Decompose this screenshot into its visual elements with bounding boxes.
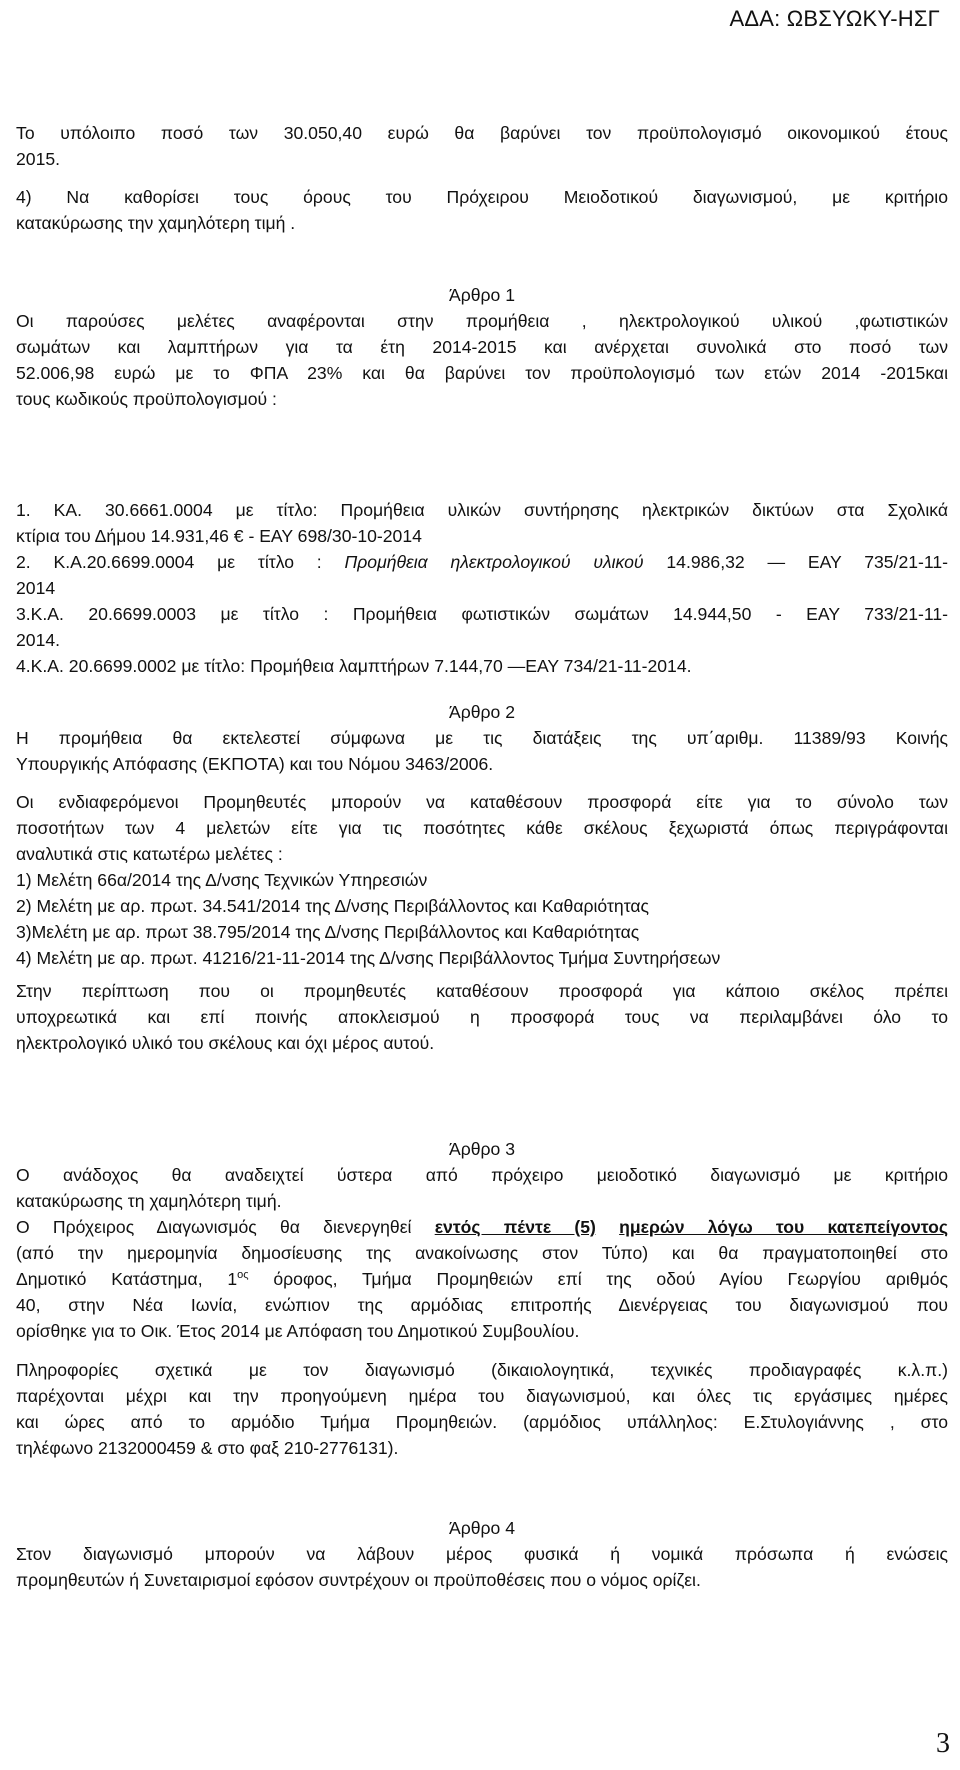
text-line: ηλεκτρολογικό υλικό του σκέλους και όχι μέρος αυτού. bbox=[16, 1033, 435, 1053]
text-line: Ο ανάδοχος θα αναδειχτεί ύστερα από πρόχειρο μειοδοτικό διαγωνισμό με κριτήριο bbox=[16, 1165, 948, 1185]
text-line: τηλέφωνο 2132000459 & στο φαξ 210-2776131). bbox=[16, 1438, 399, 1458]
budget-code-4: 4.Κ.Α. 20.6699.0002 με τίτλο: Προμήθεια λαμπτήρων 7.144,70 —ΕΑΥ 734/21-11-2014. bbox=[16, 656, 692, 676]
text-line: σωμάτων και λαμπτήρων για τα έτη 2014-2015 και ανέρχεται συνολικά στο ποσό των bbox=[16, 337, 948, 357]
text-line: 4) Να καθορίσει τους όρους του Πρόχειρου Μειοδοτικού διαγωνισμού, με κριτήριο bbox=[16, 187, 948, 207]
text-line: (από την ημερομηνία δημοσίευσης της ανακοίνωσης στον Τύπο) και θα πραγματοποιηθεί στο bbox=[16, 1243, 948, 1263]
text-line: 52.006,98 ευρώ με το ΦΠΑ 23% και θα βαρύνει τον προϋπολογισμό των ετών 2014 -2015και bbox=[16, 363, 948, 383]
urgency-emphasis: ημερών λόγω του κατεπείγοντος bbox=[619, 1217, 949, 1237]
text-line: ορίσθηκε για το Οικ. Έτος 2014 με Απόφαση του Δημοτικού Συμβουλίου. bbox=[16, 1321, 580, 1341]
text-line: Ο Πρόχειρος Διαγωνισμός θα διενεργηθεί εντός πέντε (5) ημερών λόγω του κατεπείγοντος bbox=[16, 1217, 949, 1237]
article-2-title: Άρθρο 2 bbox=[448, 702, 515, 722]
text-line: Στον διαγωνισμό μπορούν να λάβουν μέρος φυσικά ή νομικά πρόσωπα ή ενώσεις bbox=[16, 1544, 948, 1564]
article-1-title: Άρθρο 1 bbox=[448, 285, 515, 305]
intro-paragraph-1 bbox=[16, 120, 948, 172]
text-line: Οι ενδιαφερόμενοι Προμηθευτές μπορούν να καταθέσουν προσφορά είτε για το σύνολο των bbox=[16, 792, 948, 812]
text-line: Οι παρούσες μελέτες αναφέρονται στην προμήθεια , ηλεκτρολογικού υλικού ,φωτιστικών bbox=[16, 311, 948, 331]
text-line: κατακύρωσης τη χαμηλότερη τιμή. bbox=[16, 1191, 282, 1211]
text-line: 2015. bbox=[16, 149, 61, 169]
text-line: προμηθευτών ή Συνεταιρισμοί εφόσον συντρέχουν οι προϋποθέσεις που ο νόμος ορίζει. bbox=[16, 1570, 701, 1590]
article-1-body bbox=[16, 308, 948, 412]
article-2-paragraph-3 bbox=[16, 978, 948, 1056]
article-2-paragraph-1 bbox=[16, 725, 948, 777]
budget-code-1: 1. ΚΑ. 30.6661.0004 με τίτλο: Προμήθεια υλικών συντήρησης ηλεκτρικών δικτύων στα Σχολικά bbox=[16, 500, 948, 520]
study-item-2: 2) Μελέτη με αρ. πρωτ. 34.541/2014 της Δ/νσης Περιβάλλοντος και Καθαριότητας bbox=[16, 896, 650, 916]
budget-code-3-cont: 2014. bbox=[16, 630, 61, 650]
study-item-4: 4) Μελέτη με αρ. πρωτ. 41216/21-11-2014 της Δ/νσης Περιβάλλοντος Τμήμα Συντηρήσεων bbox=[16, 948, 721, 968]
text-line: ποσοτήτων των 4 μελετών είτε για τις ποσότητες κάθε σκέλους ξεχωριστά όπως περιγράφονται bbox=[16, 818, 948, 838]
text-line: Πληροφορίες σχετικά με τον διαγωνισμό (δικαιολογητικά, τεχνικές προδιαγραφές κ.λ.π.) bbox=[16, 1360, 948, 1380]
article-4-body bbox=[16, 1541, 948, 1593]
text-line: 40, στην Νέα Ιωνία, ενώπιον της αρμόδιας επιτροπής Διενέργειας του διαγωνισμού που bbox=[16, 1295, 948, 1315]
article-3-paragraph-1 bbox=[16, 1162, 948, 1344]
text-line: Δημοτικό Κατάστημα, $1^{o\varsigma}$ όροφος, Τμήμα Προμηθειών επί της οδού Αγίου Γεωργίου αριθμός bbox=[16, 1269, 948, 1289]
budget-codes-list bbox=[16, 497, 948, 679]
text-line: αναλυτικά στις κατωτέρω μελέτες : bbox=[16, 844, 283, 864]
article-4-title: Άρθρο 4 bbox=[448, 1518, 515, 1538]
text-line: κατακύρωσης την χαμηλότερη τιμή . bbox=[16, 213, 296, 233]
text-line: Στην περίπτωση που οι προμηθευτές καταθέσουν προσφορά για κάποιο σκέλος πρέπει bbox=[16, 981, 948, 1001]
text-line: Το υπόλοιπο ποσό των 30.050,40 ευρώ θα βαρύνει τον προϋπολογισμό οικονομικού έτους bbox=[16, 123, 948, 143]
budget-code-3: 3.Κ.Α. 20.6699.0003 με τίτλο : Προμήθεια φωτιστικών σωμάτων 14.944,50 - ΕΑΥ 733/21-11- bbox=[16, 604, 948, 624]
article-3-paragraph-2 bbox=[16, 1357, 948, 1461]
text-line: Υπουργικής Απόφασης (ΕΚΠΟΤΑ) και του Νόμου 3463/2006. bbox=[16, 754, 494, 774]
article-3-title: Άρθρο 3 bbox=[448, 1139, 515, 1159]
page-number: 3 bbox=[936, 1728, 950, 1759]
text-line: παρέχονται μέχρι και την προηγούμενη ημέρα του διαγωνισμού, και όλες τις εργάσιμες ημέρες bbox=[16, 1386, 948, 1406]
text-line: τους κωδικούς προϋπολογισμού : bbox=[16, 389, 277, 409]
ada-header: ΑΔΑ: ΩΒΣΥΩΚΥ-ΗΣΓ bbox=[729, 6, 940, 31]
intro-paragraph-2 bbox=[16, 184, 948, 236]
text-line: και ώρες από το αρμόδιο Τμήμα Προμηθειών. (αρμόδιος υπάλληλος: Ε.Στυλογιάννης , στο bbox=[16, 1412, 948, 1432]
deadline-emphasis: εντός πέντε (5) bbox=[434, 1217, 596, 1237]
budget-code-2-cont: 2014 bbox=[16, 578, 56, 598]
budget-code-1-cont: κτίρια του Δήμου 14.931,46 € - ΕΑΥ 698/30-10-2014 bbox=[16, 526, 422, 546]
text-line: υποχρεωτικά και επί ποινής αποκλεισμού η προσφορά τους να περιλαμβάνει όλο το bbox=[16, 1007, 948, 1027]
article-2-paragraph-2 bbox=[16, 789, 948, 971]
budget-code-2: 2. Κ.Α.20.6699.0004 με τίτλο : Προμήθεια ηλεκτρολογικού υλικού 14.986,32 — ΕΑΥ 735/21-11- bbox=[16, 552, 948, 572]
text-line: Η προμήθεια θα εκτελεστεί σύμφωνα με τις διατάξεις της υπ΄αριθμ. 11389/93 Κοινής bbox=[16, 728, 948, 748]
study-item-1: 1) Μελέτη 66α/2014 της Δ/νσης Τεχνικών Υπηρεσιών bbox=[16, 870, 428, 890]
study-item-3: 3)Μελέτη με αρ. πρωτ 38.795/2014 της Δ/νσης Περιβάλλοντος και Καθαριότητας bbox=[16, 922, 640, 942]
